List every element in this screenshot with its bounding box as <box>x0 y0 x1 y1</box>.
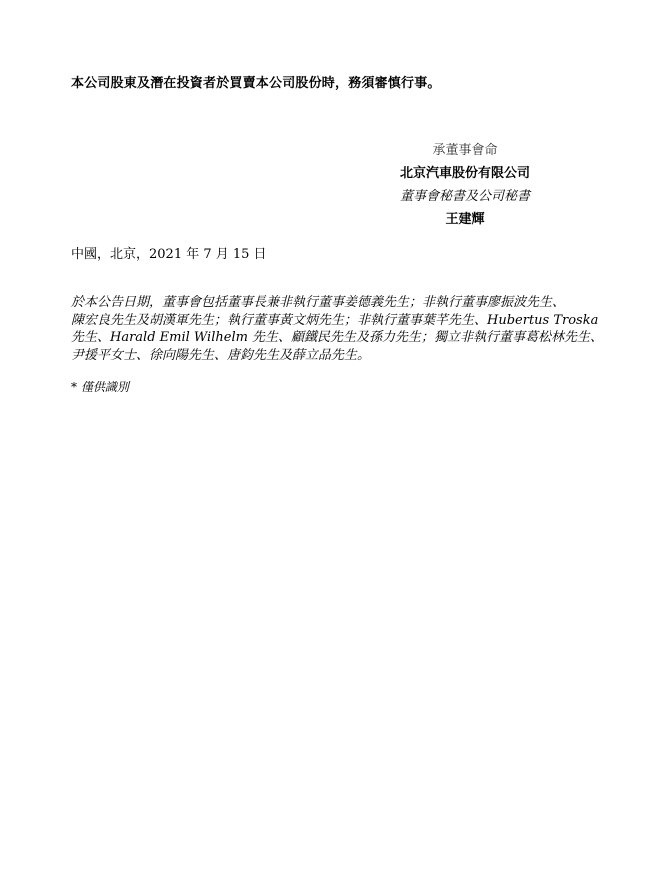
board-composition-line: 陳宏良先生及胡漢軍先生；執行董事黃文炳先生；非執行董事葉芊先生、Hubertus Troska <box>71 312 599 328</box>
company-name: 北京汽車股份有限公司 <box>399 166 530 181</box>
signature-block <box>380 139 550 231</box>
date-place-line: 中國，北京，2021 年 7 月 15 日 <box>71 247 267 262</box>
board-composition-line: 先生、Harald Emil Wilhelm 先生、顧鐵民先生及孫力先生；獨立非執行董事葛松林先生、 <box>71 330 604 345</box>
identification-footnote: * 僅供識別 <box>71 380 129 394</box>
by-order-of-board: 承董事會命 <box>432 143 498 158</box>
board-composition-line: 尹援平女士、徐向陽先生、唐鈞先生及薛立品先生。 <box>71 347 371 363</box>
shareholder-caution-notice: 本公司股東及潛在投資者於買賣本公司股份時，務須審慎行事。 <box>71 76 441 91</box>
signatory-title: 董事會秘書及公司秘書 <box>399 189 530 204</box>
board-composition-line: 於本公告日期，董事會包括董事長兼非執行董事姜德義先生；非執行董事廖振波先生、 <box>71 295 566 310</box>
board-composition-paragraph <box>71 294 604 364</box>
signatory-name: 王建輝 <box>445 212 485 227</box>
